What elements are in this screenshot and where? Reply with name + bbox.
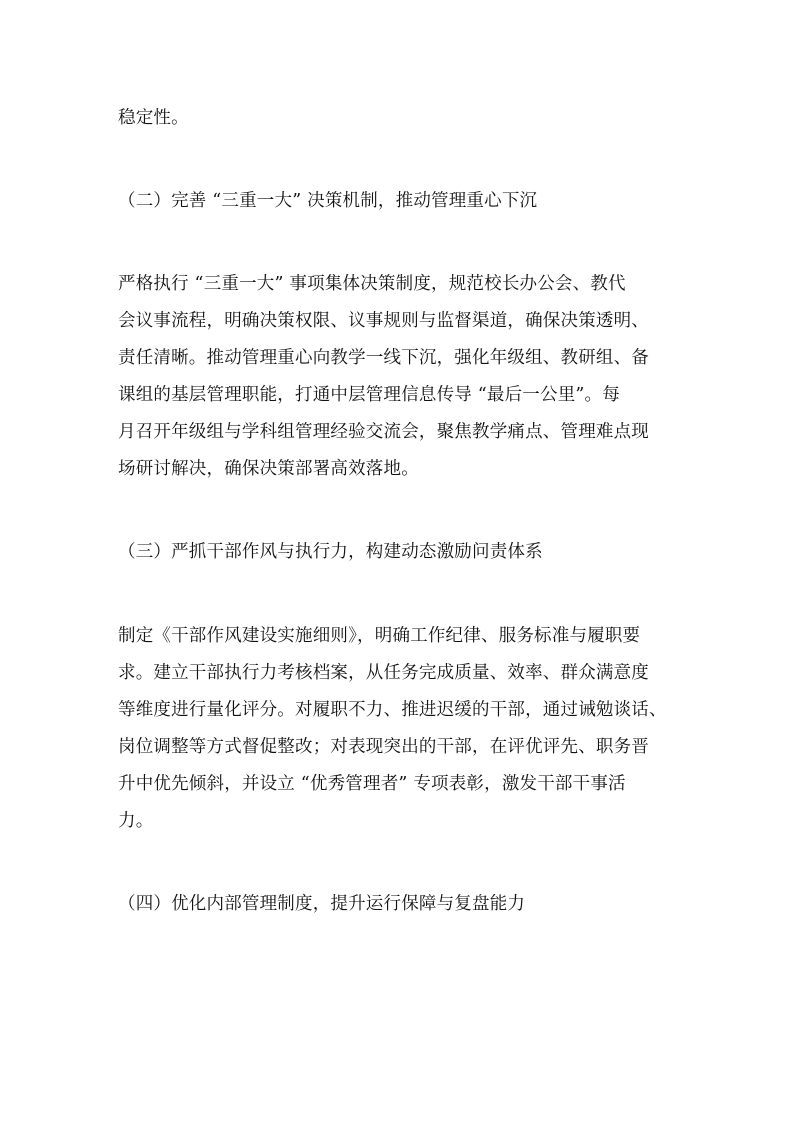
paragraph-line: 力。 xyxy=(118,811,154,831)
paragraph-line: 等维度进行量化评分。对履职不力、推进迟缓的干部，通过诫勉谈话、 xyxy=(118,700,667,720)
paragraph-line: 场研讨解决，确保决策部署高效落地。 xyxy=(118,459,419,479)
paragraph-line: 稳定性。 xyxy=(118,108,189,128)
paragraph-line: 月召开年级组与学科组管理经验交流会，聚焦教学痛点、管理难点现 xyxy=(118,422,649,442)
paragraph-line: 制定《干部作风建设实施细则》，明确工作纪律、服务标准与履职要 xyxy=(118,626,641,646)
section-heading-3: （三）严抓干部作风与执行力，构建动态激励问责体系 xyxy=(118,542,543,562)
paragraph-line: 课组的基层管理职能，打通中层管理信息传导 “最后一公里”。每 xyxy=(118,385,620,405)
section-heading-2: （二）完善 “三重一大” 决策机制，推动管理重心下沉 xyxy=(118,191,538,211)
paragraph-line: 升中优先倾斜，并设立 “优秀管理者” 专项表彰，激发干部干事活 xyxy=(118,774,626,794)
paragraph-line: 会议事流程，明确决策权限、议事规则与监督渠道，确保决策透明、 xyxy=(118,311,649,331)
paragraph-line: 责任清晰。推动管理重心向教学一线下沉，强化年级组、教研组、备 xyxy=(118,348,649,368)
paragraph-line: 岗位调整等方式督促整改；对表现突出的干部，在评优评先、职务晋 xyxy=(118,737,649,757)
paragraph-line: 求。建立干部执行力考核档案，从任务完成质量、效率、群众满意度 xyxy=(118,663,649,683)
paragraph-line: 严格执行 “三重一大” 事项集体决策制度，规范校长办公会、教代 xyxy=(118,274,626,294)
section-heading-4: （四）优化内部管理制度，提升运行保障与复盘能力 xyxy=(118,894,526,914)
